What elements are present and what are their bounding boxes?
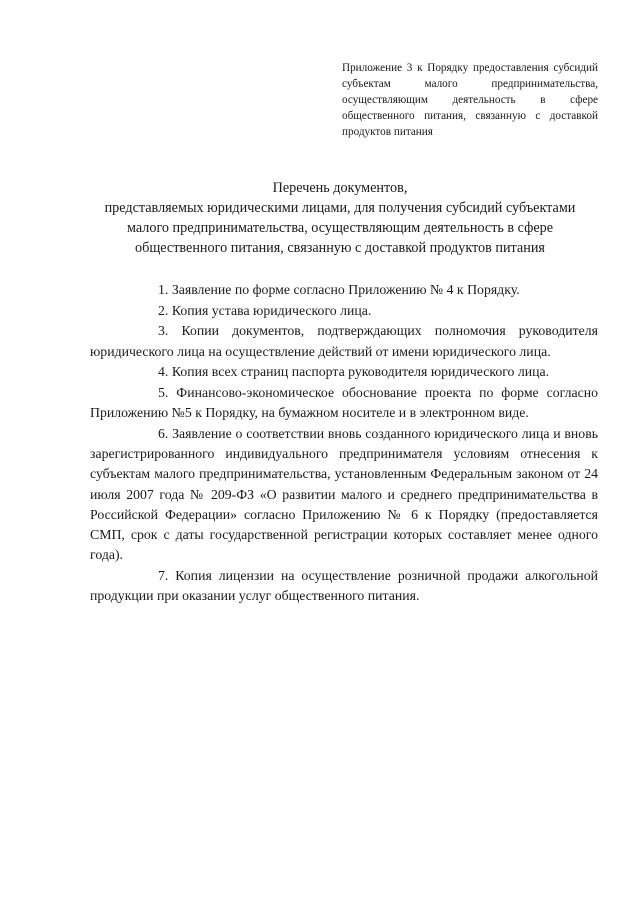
item-text: Заявление по форме согласно Приложению № 4 к Порядку. [171,282,520,297]
title-line-1: Перечень документов, [272,180,408,196]
title-line-3: малого предпринимательства, осуществляющим деятельность в сфере [126,220,554,236]
list-item-2 [90,301,598,321]
item-text: Финансово-экономическое обоснование проекта по форме согласно Приложению №5 к Порядку, на бумажном носителе и в электронном виде. [90,385,599,421]
documents-list [90,280,598,607]
list-item-4 [90,362,598,382]
item-number: 4. [158,364,169,380]
list-item-1 [90,280,598,300]
appendix-note: Приложение 3 к Порядку предоставления субсидий субъектам малого предпринимательства, осуществляющим деятельность в сфере общественного питания, связанную с доставкой продуктов питания [342,62,598,138]
item-number: 7. [158,567,169,583]
list-item-6 [90,424,598,565]
list-item-5 [90,383,598,423]
item-text: Копия лицензии на осуществление розничной продажи алкогольной продукции при оказании услуг общественного питания. [90,567,599,604]
item-text: Копия устава юридического лица. [171,302,372,318]
item-number: 1. [158,282,169,297]
item-text: Копия всех страниц паспорта руководителя юридического лица. [171,364,550,380]
item-number: 3. [158,323,169,339]
item-number: 2. [158,302,169,318]
list-item-7 [90,566,598,606]
item-number: 6. [158,425,169,441]
title-line-4: общественного питания, связанную с доставкой продуктов питания [135,240,545,256]
list-item-3 [90,321,598,361]
item-number: 5. [158,385,169,401]
document-title [80,178,600,258]
title-line-2: представляемых юридическими лицами, для получения субсидий субъектами [104,200,576,216]
item-text: Заявление о соответствии вновь созданного юридического лица и вновь зарегистрированного индивидуального предпринимателя условиям отнесения к субъектам малого предпринимательства, установленным Федеральным законом от 24 июля 2007 года № 209-ФЗ «О развитии малого и среднего предпринимательства в Российской Федерации» согласно Приложению № 6 к Порядку (предоставляется СМП, срок с даты государственной регистрации которых составляет менее одного года). [90,425,599,563]
item-text: Копии документов, подтверждающих полномочия руководителя юридического лица на осуществление действий от имени юридического лица. [90,323,598,359]
